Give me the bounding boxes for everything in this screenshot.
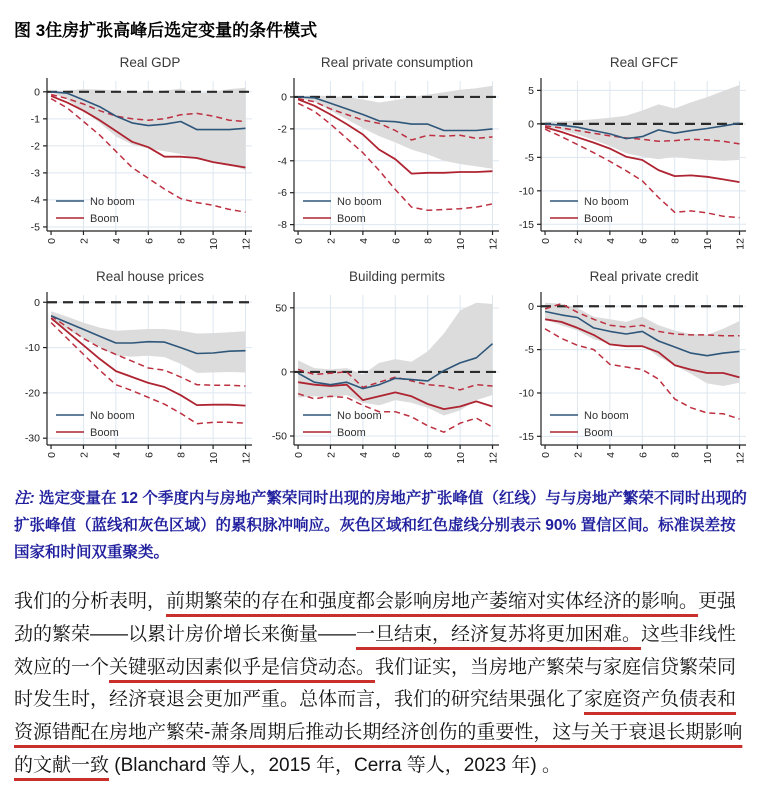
x-tick-label: 8 bbox=[422, 238, 435, 244]
y-tick-label: 50 bbox=[275, 302, 287, 315]
x-tick-label: 0 bbox=[540, 238, 553, 244]
chart-title: Building permits bbox=[348, 269, 446, 284]
chart-canvas bbox=[12, 287, 258, 473]
y-tick-label: 0 bbox=[281, 366, 287, 379]
chart-canvas bbox=[259, 73, 505, 259]
x-tick-label: 6 bbox=[637, 452, 650, 458]
body-text: 我们证实，当房地产繁荣与家庭信贷繁荣同时发生时，经济衰退会更加严重。总体而言，我们的研究结果强化了 bbox=[14, 656, 737, 711]
legend-boom-label: Boom bbox=[337, 213, 366, 225]
chart-real-private-consumption bbox=[259, 53, 505, 259]
y-tick-label: -50 bbox=[271, 430, 287, 443]
y-tick-label: -15 bbox=[518, 218, 534, 231]
y-tick-label: 0 bbox=[528, 118, 534, 131]
y-tick-label: 5 bbox=[528, 84, 534, 97]
legend-boom-label: Boom bbox=[90, 427, 119, 439]
legend bbox=[303, 410, 382, 439]
body-text: (Blanchard 等人，2015 年，Cerra 等人，2023 年) 。 bbox=[109, 754, 561, 776]
x-tick-label: 2 bbox=[78, 238, 91, 244]
analysis-paragraph bbox=[14, 586, 750, 782]
underlined-phrase: 关键驱动因素似乎是信贷动态。 bbox=[109, 656, 376, 678]
underlined-phrase: 前期繁荣的存在和强度都会影响房地产萎缩对实体经济的影响。 bbox=[166, 591, 699, 613]
chart-plot bbox=[506, 287, 752, 473]
y-tick-label: -15 bbox=[518, 430, 534, 443]
chart-plot bbox=[12, 73, 258, 259]
y-tick-label: -5 bbox=[524, 344, 534, 357]
chart-title: Real private consumption bbox=[320, 55, 474, 70]
x-tick-label: 10 bbox=[455, 238, 468, 250]
x-tick-label: 6 bbox=[390, 452, 403, 458]
x-tick-label: 4 bbox=[357, 452, 370, 458]
x-tick-label: 12 bbox=[240, 238, 253, 250]
x-tick-label: 8 bbox=[175, 452, 188, 458]
x-tick-label: 8 bbox=[175, 238, 188, 244]
y-tick-label: -20 bbox=[24, 387, 40, 400]
legend-no-boom-label: No boom bbox=[337, 196, 382, 208]
chart-plot bbox=[506, 73, 752, 259]
legend-no-boom-label: No boom bbox=[90, 410, 135, 422]
figure-3-charts bbox=[12, 53, 752, 473]
note-text: 选定变量在 12 个季度内与房地产繁荣同时出现的房地产扩张峰值（红线）与与房地产繁荣不同时出现的扩张峰值（蓝线和灰色区域）的累积脉冲响应。灰色区域和红色虚线分别表示 90% 置信区间。标准误差按国家和时间双重聚类。 bbox=[14, 490, 747, 562]
body-text: 我们的分析表明， bbox=[14, 591, 167, 613]
legend-boom-label: Boom bbox=[584, 213, 613, 225]
legend-no-boom-label: No boom bbox=[584, 410, 629, 422]
chart-real-gfcf bbox=[506, 53, 752, 259]
underlined-phrase: 一旦结束，经济复苏将更加困难。 bbox=[356, 624, 642, 646]
chart-plot bbox=[259, 287, 505, 473]
y-tick-label: -4 bbox=[30, 194, 40, 207]
chart-canvas bbox=[506, 287, 752, 473]
legend-no-boom-label: No boom bbox=[90, 196, 135, 208]
chart-real-house-prices bbox=[12, 267, 258, 473]
y-tick-label: -2 bbox=[277, 123, 287, 136]
x-tick-label: 0 bbox=[46, 452, 59, 458]
x-tick-label: 0 bbox=[293, 238, 306, 244]
chart-real-gdp bbox=[12, 53, 258, 259]
legend-boom-label: Boom bbox=[584, 427, 613, 439]
y-tick-label: -6 bbox=[277, 187, 287, 200]
legend bbox=[550, 196, 629, 225]
legend bbox=[303, 196, 382, 225]
x-tick-label: 12 bbox=[487, 238, 500, 250]
legend-boom-label: Boom bbox=[337, 427, 366, 439]
legend bbox=[56, 196, 135, 225]
chart-title: Real house prices bbox=[95, 269, 205, 284]
x-tick-label: 12 bbox=[734, 238, 747, 250]
figure-title: 图 3住房扩张高峰后选定变量的条件模式 bbox=[14, 21, 318, 40]
chart-plot bbox=[259, 73, 505, 259]
x-tick-label: 8 bbox=[422, 452, 435, 458]
y-tick-label: -5 bbox=[524, 151, 534, 164]
x-tick-label: 2 bbox=[572, 452, 585, 458]
y-tick-label: -10 bbox=[518, 387, 534, 400]
legend bbox=[56, 410, 135, 439]
x-tick-label: 4 bbox=[604, 238, 617, 244]
y-tick-label: -30 bbox=[24, 432, 40, 445]
x-tick-label: 0 bbox=[540, 452, 553, 458]
x-tick-label: 2 bbox=[78, 452, 91, 458]
y-tick-label: -2 bbox=[30, 140, 40, 153]
chart-canvas bbox=[259, 287, 505, 473]
chart-building-permits bbox=[259, 267, 505, 473]
x-tick-label: 4 bbox=[110, 238, 123, 244]
chart-canvas bbox=[506, 73, 752, 259]
y-tick-label: -3 bbox=[30, 167, 40, 180]
note-label: 注: bbox=[14, 490, 35, 507]
chart-canvas bbox=[12, 73, 258, 259]
legend-boom-label: Boom bbox=[90, 213, 119, 225]
body-text: 这些非线性效应的一个 bbox=[14, 624, 737, 678]
x-tick-label: 6 bbox=[143, 452, 156, 458]
y-tick-label: 0 bbox=[528, 300, 534, 313]
figure-note bbox=[14, 485, 750, 566]
x-tick-label: 2 bbox=[325, 238, 338, 244]
y-tick-label: -10 bbox=[24, 342, 40, 355]
x-tick-label: 4 bbox=[110, 452, 123, 458]
y-tick-label: -1 bbox=[30, 113, 40, 126]
x-tick-label: 8 bbox=[669, 238, 682, 244]
x-tick-label: 10 bbox=[208, 238, 221, 250]
x-tick-label: 12 bbox=[487, 452, 500, 464]
legend-no-boom-label: No boom bbox=[584, 196, 629, 208]
y-tick-label: -10 bbox=[518, 185, 534, 198]
x-tick-label: 10 bbox=[702, 238, 715, 250]
chart-real-private-credit bbox=[506, 267, 752, 473]
x-tick-label: 2 bbox=[572, 238, 585, 244]
x-tick-label: 6 bbox=[143, 238, 156, 244]
y-tick-label: -5 bbox=[30, 221, 40, 234]
chart-title: Real GFCF bbox=[609, 55, 679, 70]
x-tick-label: 2 bbox=[325, 452, 338, 458]
x-tick-label: 4 bbox=[604, 452, 617, 458]
legend-no-boom-label: No boom bbox=[337, 410, 382, 422]
x-tick-label: 12 bbox=[734, 452, 747, 464]
x-tick-label: 6 bbox=[637, 238, 650, 244]
chart-title: Real GDP bbox=[119, 55, 181, 70]
y-tick-label: -8 bbox=[277, 219, 287, 232]
x-tick-label: 8 bbox=[669, 452, 682, 458]
legend bbox=[550, 410, 629, 439]
x-tick-label: 10 bbox=[455, 452, 468, 464]
body-text: 更强劲的繁荣——以累计房价增长来衡量—— bbox=[14, 591, 737, 646]
y-tick-label: 0 bbox=[34, 296, 40, 309]
x-tick-label: 6 bbox=[390, 238, 403, 244]
x-tick-label: 12 bbox=[240, 452, 253, 464]
x-tick-label: 10 bbox=[208, 452, 221, 464]
y-tick-label: 0 bbox=[281, 91, 287, 104]
x-tick-label: 10 bbox=[702, 452, 715, 464]
underlined-phrase: 家庭资产负债表和资源错配在房地产繁荣-萧条周期后推动长期经济创伤的重要性，这与关于衰退长期影响的文献一致 bbox=[14, 689, 743, 776]
y-tick-label: -4 bbox=[277, 155, 287, 168]
x-tick-label: 0 bbox=[46, 238, 59, 244]
chart-plot bbox=[12, 287, 258, 473]
x-tick-label: 4 bbox=[357, 238, 370, 244]
y-tick-label: 0 bbox=[34, 86, 40, 99]
x-tick-label: 0 bbox=[293, 452, 306, 458]
chart-title: Real private credit bbox=[589, 269, 699, 284]
